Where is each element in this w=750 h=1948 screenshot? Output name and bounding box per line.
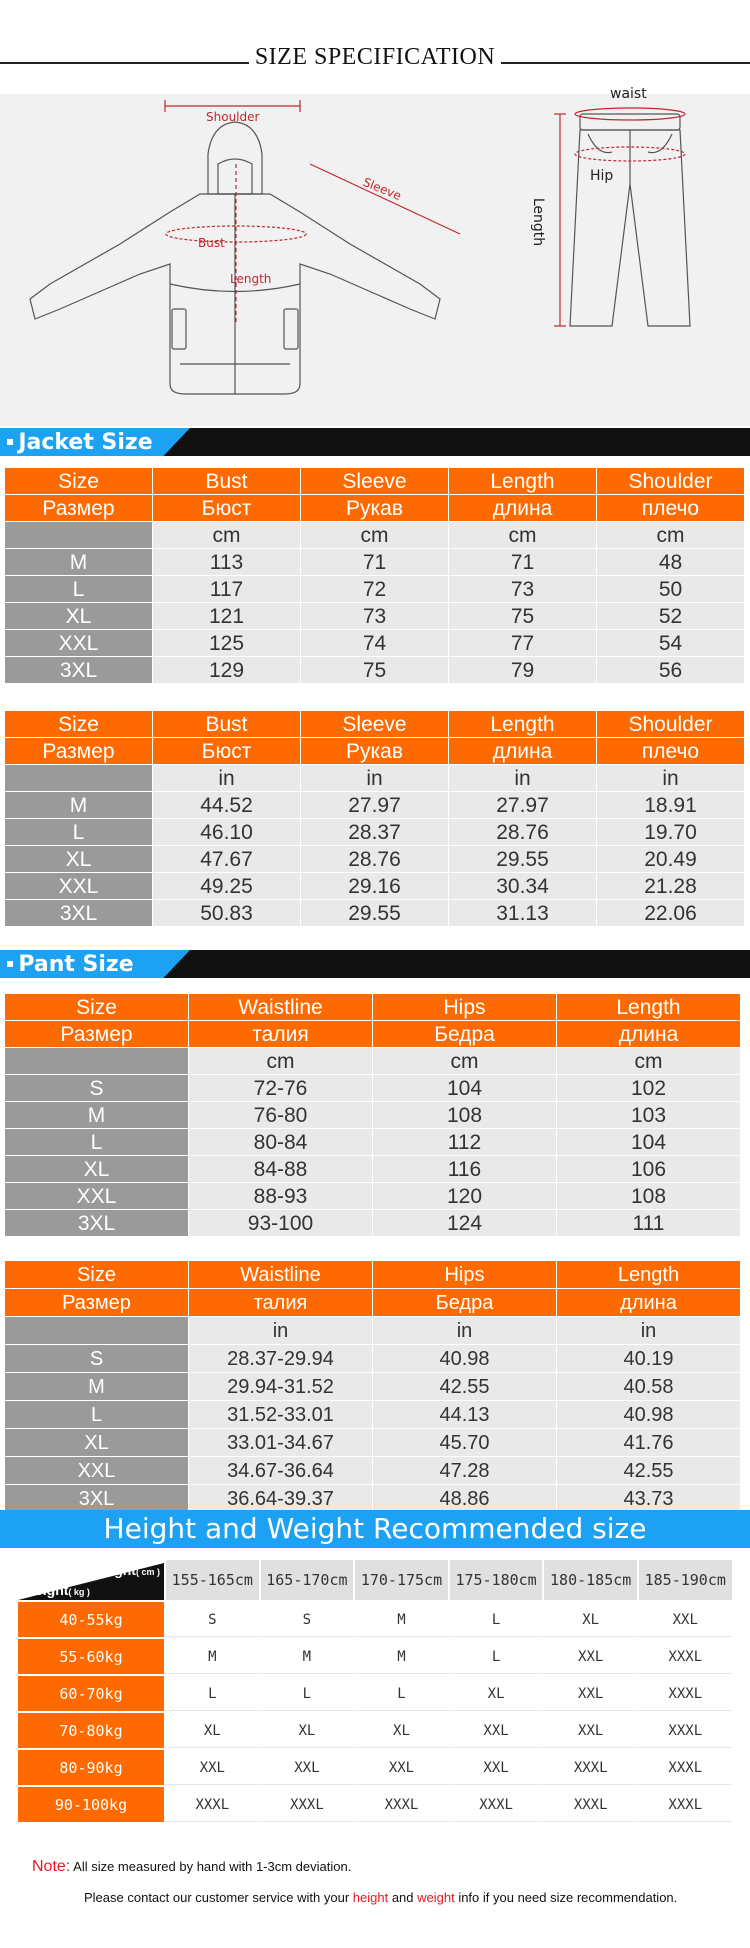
shoulder-label: Shoulder [206,110,260,124]
table-cell: cm [153,522,301,549]
table-cell: Бюст [153,738,301,765]
table-cell: 27.97 [301,792,449,819]
recommended-size-cell: XL [542,1600,637,1637]
recommended-size-cell: XXXL [637,1674,732,1711]
jacket-drawing [30,122,440,394]
table-cell: Sleeve [301,711,449,738]
table-cell: 120 [373,1183,557,1210]
table-cell: cm [597,522,745,549]
table-cell: cm [449,522,597,549]
table-cell: 76-80 [189,1102,373,1129]
recommended-size-cell: M [353,1637,448,1674]
height-weight-corner [18,1560,164,1600]
jacket-size-table-cm [5,468,745,684]
recommend-banner: Height and Weight Recommended size [0,1510,750,1548]
corner-height-unit: ( cm ) [135,1567,160,1577]
table-row [5,1210,741,1237]
table-cell: 104 [373,1075,557,1102]
table-cell: Length [449,468,597,495]
table-cell: 30.34 [449,873,597,900]
table-cell: Length [449,711,597,738]
size-cell: M [5,1373,189,1401]
table-cell: 80-84 [189,1129,373,1156]
pant-length-label: Length [530,197,547,247]
table-cell: 113 [153,549,301,576]
recommended-size-cell: XXL [542,1637,637,1674]
corner-weight-text: Weight [22,1582,69,1598]
table-cell: Shoulder [597,468,745,495]
table-cell: 42.55 [557,1457,741,1485]
table-cell: 41.76 [557,1429,741,1457]
page-title-text: SIZE SPECIFICATION [249,44,501,70]
table-cell: 36.64-39.37 [189,1485,373,1513]
header-row [5,994,741,1021]
table-cell: 18.91 [597,792,745,819]
height-header-row [18,1560,732,1600]
table-cell: Waistline [189,1261,373,1289]
table-cell: 77 [449,630,597,657]
table-cell [5,522,153,549]
table-cell: 125 [153,630,301,657]
recommend-row [18,1600,732,1637]
recommended-size-cell: XL [448,1674,543,1711]
table-cell: талия [189,1289,373,1317]
table-row [5,1457,741,1485]
table-cell: Length [557,994,741,1021]
table-cell: 44.13 [373,1401,557,1429]
recommended-size-cell: XXL [448,1711,543,1748]
table-cell: талия [189,1021,373,1048]
table-cell: Waistline [189,994,373,1021]
table-cell: Size [5,994,189,1021]
size-cell: XL [5,1156,189,1183]
table-row [5,1129,741,1156]
table-cell: 93-100 [189,1210,373,1237]
table-row [5,576,745,603]
header-row [5,1261,741,1289]
table-row [5,1373,741,1401]
size-cell: 3XL [5,900,153,927]
recommended-size-cell: XL [353,1711,448,1748]
table-row [5,1156,741,1183]
table-cell: Bust [153,711,301,738]
table-cell: 29.55 [449,846,597,873]
table-cell: 34.67-36.64 [189,1457,373,1485]
size-cell: 3XL [5,657,153,684]
table-cell: Size [5,468,153,495]
table-cell: 111 [557,1210,741,1237]
table-cell: 19.70 [597,819,745,846]
table-cell: cm [301,522,449,549]
table-cell: Bust [153,468,301,495]
recommended-size-cell: L [353,1674,448,1711]
table-row [5,1401,741,1429]
header-row [5,468,745,495]
table-cell: cm [189,1048,373,1075]
table-cell: длина [557,1021,741,1048]
table-cell: cm [557,1048,741,1075]
corner-weight-label [22,1582,90,1598]
size-cell: XL [5,846,153,873]
table-cell: 71 [301,549,449,576]
table-cell: 40.98 [557,1401,741,1429]
table-cell: 22.06 [597,900,745,927]
table-cell: 108 [557,1183,741,1210]
recommended-size-cell: XXXL [637,1637,732,1674]
table-cell [5,1048,189,1075]
table-cell: in [557,1317,741,1345]
recommended-size-cell: XL [164,1711,259,1748]
height-range-cell: 165-170cm [259,1560,354,1600]
table-cell: 28.37 [301,819,449,846]
recommended-size-cell: S [259,1600,354,1637]
size-cell: M [5,1102,189,1129]
table-row [5,549,745,576]
table-cell: 108 [373,1102,557,1129]
weight-range-cell: 40-55kg [18,1600,164,1637]
recommended-size-cell: XXL [353,1748,448,1785]
table-cell: 28.76 [449,819,597,846]
table-cell: 124 [373,1210,557,1237]
pant-drawing [570,114,690,326]
recommended-size-cell: XXL [259,1748,354,1785]
pant-size-table-in [5,1261,741,1513]
header-row-ru [5,1021,741,1048]
size-cell: L [5,1401,189,1429]
table-cell: Размер [5,495,153,522]
table-row [5,630,745,657]
recommended-size-cell: XXL [637,1600,732,1637]
table-row [5,603,745,630]
recommend-row [18,1785,732,1822]
size-cell: XL [5,603,153,630]
size-cell: L [5,576,153,603]
recommended-size-cell: M [353,1600,448,1637]
table-cell: in [449,765,597,792]
size-cell: 3XL [5,1210,189,1237]
table-cell: Length [557,1261,741,1289]
recommended-size-cell: XXXL [164,1785,259,1822]
size-cell: XXL [5,873,153,900]
table-cell: 84-88 [189,1156,373,1183]
table-cell: длина [449,495,597,522]
table-cell: 29.94-31.52 [189,1373,373,1401]
table-cell: 44.52 [153,792,301,819]
table-cell: 47.28 [373,1457,557,1485]
pant-dimensions [554,108,685,326]
contact-line [84,1890,677,1905]
table-cell: 29.55 [301,900,449,927]
jacket-size-table-in [5,711,745,927]
weight-range-cell: 90-100kg [18,1785,164,1822]
table-cell: плечо [597,738,745,765]
recommended-size-cell: XXL [164,1748,259,1785]
table-cell: 73 [449,576,597,603]
table-cell: 48 [597,549,745,576]
table-cell: in [153,765,301,792]
table-cell: 74 [301,630,449,657]
pant-section-bar [0,950,750,978]
garment-drawing [0,94,750,426]
note-label: Note: [32,1858,71,1875]
jacket-section-title: ▪ Jacket Size [6,430,153,455]
table-cell: длина [449,738,597,765]
jacket-section-bar [0,428,750,456]
table-cell: 28.37-29.94 [189,1345,373,1373]
recommended-size-cell: XXXL [637,1785,732,1822]
unit-row [5,765,745,792]
table-cell: 129 [153,657,301,684]
corner-weight-unit: ( kg ) [68,1587,90,1597]
table-cell: 54 [597,630,745,657]
table-cell: Размер [5,1289,189,1317]
table-row [5,846,745,873]
size-cell: XXL [5,630,153,657]
table-cell: 79 [449,657,597,684]
table-cell: 75 [301,657,449,684]
table-cell: 117 [153,576,301,603]
table-cell: 75 [449,603,597,630]
header-row [5,711,745,738]
table-cell: Size [5,711,153,738]
pant-section-title: ▪ Pant Size [6,952,134,977]
height-range-cell: 155-165cm [164,1560,259,1600]
table-cell: 50.83 [153,900,301,927]
size-cell: 3XL [5,1485,189,1513]
size-cell: XXL [5,1183,189,1210]
recommended-size-cell: XXXL [542,1748,637,1785]
table-cell: in [373,1317,557,1345]
table-row [5,873,745,900]
table-cell: Бюст [153,495,301,522]
recommended-size-cell: XXXL [353,1785,448,1822]
table-cell: 31.52-33.01 [189,1401,373,1429]
unit-row [5,522,745,549]
table-cell: 40.58 [557,1373,741,1401]
table-cell: плечо [597,495,745,522]
table-cell: Бедра [373,1289,557,1317]
table-cell [5,765,153,792]
recommended-size-cell: L [259,1674,354,1711]
table-row [5,819,745,846]
recommend-row [18,1674,732,1711]
table-cell: cm [373,1048,557,1075]
length-label: Length [230,272,272,286]
recommended-size-cell: M [259,1637,354,1674]
pant-size-table-cm [5,994,741,1237]
table-cell: 72-76 [189,1075,373,1102]
table-cell: 27.97 [449,792,597,819]
contact-and: and [388,1890,418,1905]
weight-range-cell: 60-70kg [18,1674,164,1711]
bust-label: Bust [198,236,225,250]
table-row [5,1485,741,1513]
size-cell: S [5,1345,189,1373]
weight-range-cell: 80-90kg [18,1748,164,1785]
size-cell: XXL [5,1457,189,1485]
table-cell: in [189,1317,373,1345]
recommended-size-cell: M [164,1637,259,1674]
header-row-ru [5,738,745,765]
table-cell: Hips [373,1261,557,1289]
table-row [5,1345,741,1373]
garment-illustration [0,86,750,426]
contact-text-b: info if you need size recommendation. [454,1890,678,1905]
size-cell: M [5,792,153,819]
table-row [5,1429,741,1457]
height-range-cell: 180-185cm [542,1560,637,1600]
unit-row [5,1317,741,1345]
table-cell: 47.67 [153,846,301,873]
table-cell: Рукав [301,738,449,765]
table-row [5,1075,741,1102]
recommend-row [18,1637,732,1674]
table-cell: 33.01-34.67 [189,1429,373,1457]
weight-range-cell: 70-80kg [18,1711,164,1748]
table-cell: 106 [557,1156,741,1183]
table-cell: Sleeve [301,468,449,495]
recommend-grid [18,1560,732,1822]
height-range-cell: 185-190cm [637,1560,732,1600]
table-row [5,1183,741,1210]
table-row [5,900,745,927]
recommended-size-cell: XXXL [542,1785,637,1822]
table-cell: 48.86 [373,1485,557,1513]
table-cell: 46.10 [153,819,301,846]
recommended-size-cell: L [164,1674,259,1711]
hip-label: Hip [590,168,614,184]
note-line [32,1858,351,1876]
table-cell: in [597,765,745,792]
corner-height-text: Height [92,1562,136,1578]
table-cell: 102 [557,1075,741,1102]
header-row-ru [5,1289,741,1317]
contact-weight: weight [417,1890,455,1905]
table-cell: Size [5,1261,189,1289]
unit-row [5,1048,741,1075]
page-title [0,44,750,71]
recommend-row [18,1711,732,1748]
table-cell: 71 [449,549,597,576]
recommended-size-cell: L [448,1600,543,1637]
table-cell: 121 [153,603,301,630]
table-cell: 29.16 [301,873,449,900]
recommended-size-cell: XXXL [637,1711,732,1748]
table-cell: 28.76 [301,846,449,873]
table-cell: 42.55 [373,1373,557,1401]
table-cell: Shoulder [597,711,745,738]
height-range-cell: 170-175cm [353,1560,448,1600]
recommended-size-cell: XXL [542,1711,637,1748]
recommended-size-cell: XXL [448,1748,543,1785]
contact-text-a: Please contact our customer service with your [84,1890,353,1905]
corner-height-label [92,1562,160,1578]
recommended-size-cell: XXXL [259,1785,354,1822]
table-cell: 73 [301,603,449,630]
recommended-size-cell: XXXL [448,1785,543,1822]
table-cell: 31.13 [449,900,597,927]
table-cell: Бедра [373,1021,557,1048]
recommended-size-cell: XL [259,1711,354,1748]
table-cell: 43.73 [557,1485,741,1513]
table-cell: 20.49 [597,846,745,873]
table-cell: Размер [5,738,153,765]
size-cell: XL [5,1429,189,1457]
table-cell: 40.19 [557,1345,741,1373]
recommended-size-cell: S [164,1600,259,1637]
table-cell: 40.98 [373,1345,557,1373]
contact-height: height [352,1890,389,1905]
table-cell: in [301,765,449,792]
table-cell: 116 [373,1156,557,1183]
table-cell: 88-93 [189,1183,373,1210]
recommended-size-cell: L [448,1637,543,1674]
recommended-size-cell: XXL [542,1674,637,1711]
table-cell: длина [557,1289,741,1317]
table-row [5,792,745,819]
size-cell: L [5,1129,189,1156]
note-text: All size measured by hand with 1-3cm deviation. [70,1859,352,1874]
recommend-row [18,1748,732,1785]
table-cell: 72 [301,576,449,603]
table-cell: 21.28 [597,873,745,900]
table-cell [5,1317,189,1345]
table-cell: 49.25 [153,873,301,900]
table-cell: 103 [557,1102,741,1129]
recommended-size-cell: XXXL [637,1748,732,1785]
sleeve-label: Sleeve [360,174,404,204]
waist-label: waist [610,86,647,102]
table-cell: 56 [597,657,745,684]
table-row [5,657,745,684]
height-range-cell: 175-180cm [448,1560,543,1600]
table-cell: 50 [597,576,745,603]
table-cell: 52 [597,603,745,630]
header-row-ru [5,495,745,522]
table-cell: Размер [5,1021,189,1048]
table-cell: 112 [373,1129,557,1156]
table-cell: 104 [557,1129,741,1156]
size-cell: S [5,1075,189,1102]
size-cell: L [5,819,153,846]
size-cell: M [5,549,153,576]
table-cell: 45.70 [373,1429,557,1457]
weight-range-cell: 55-60kg [18,1637,164,1674]
table-cell: Рукав [301,495,449,522]
table-row [5,1102,741,1129]
table-cell: Hips [373,994,557,1021]
